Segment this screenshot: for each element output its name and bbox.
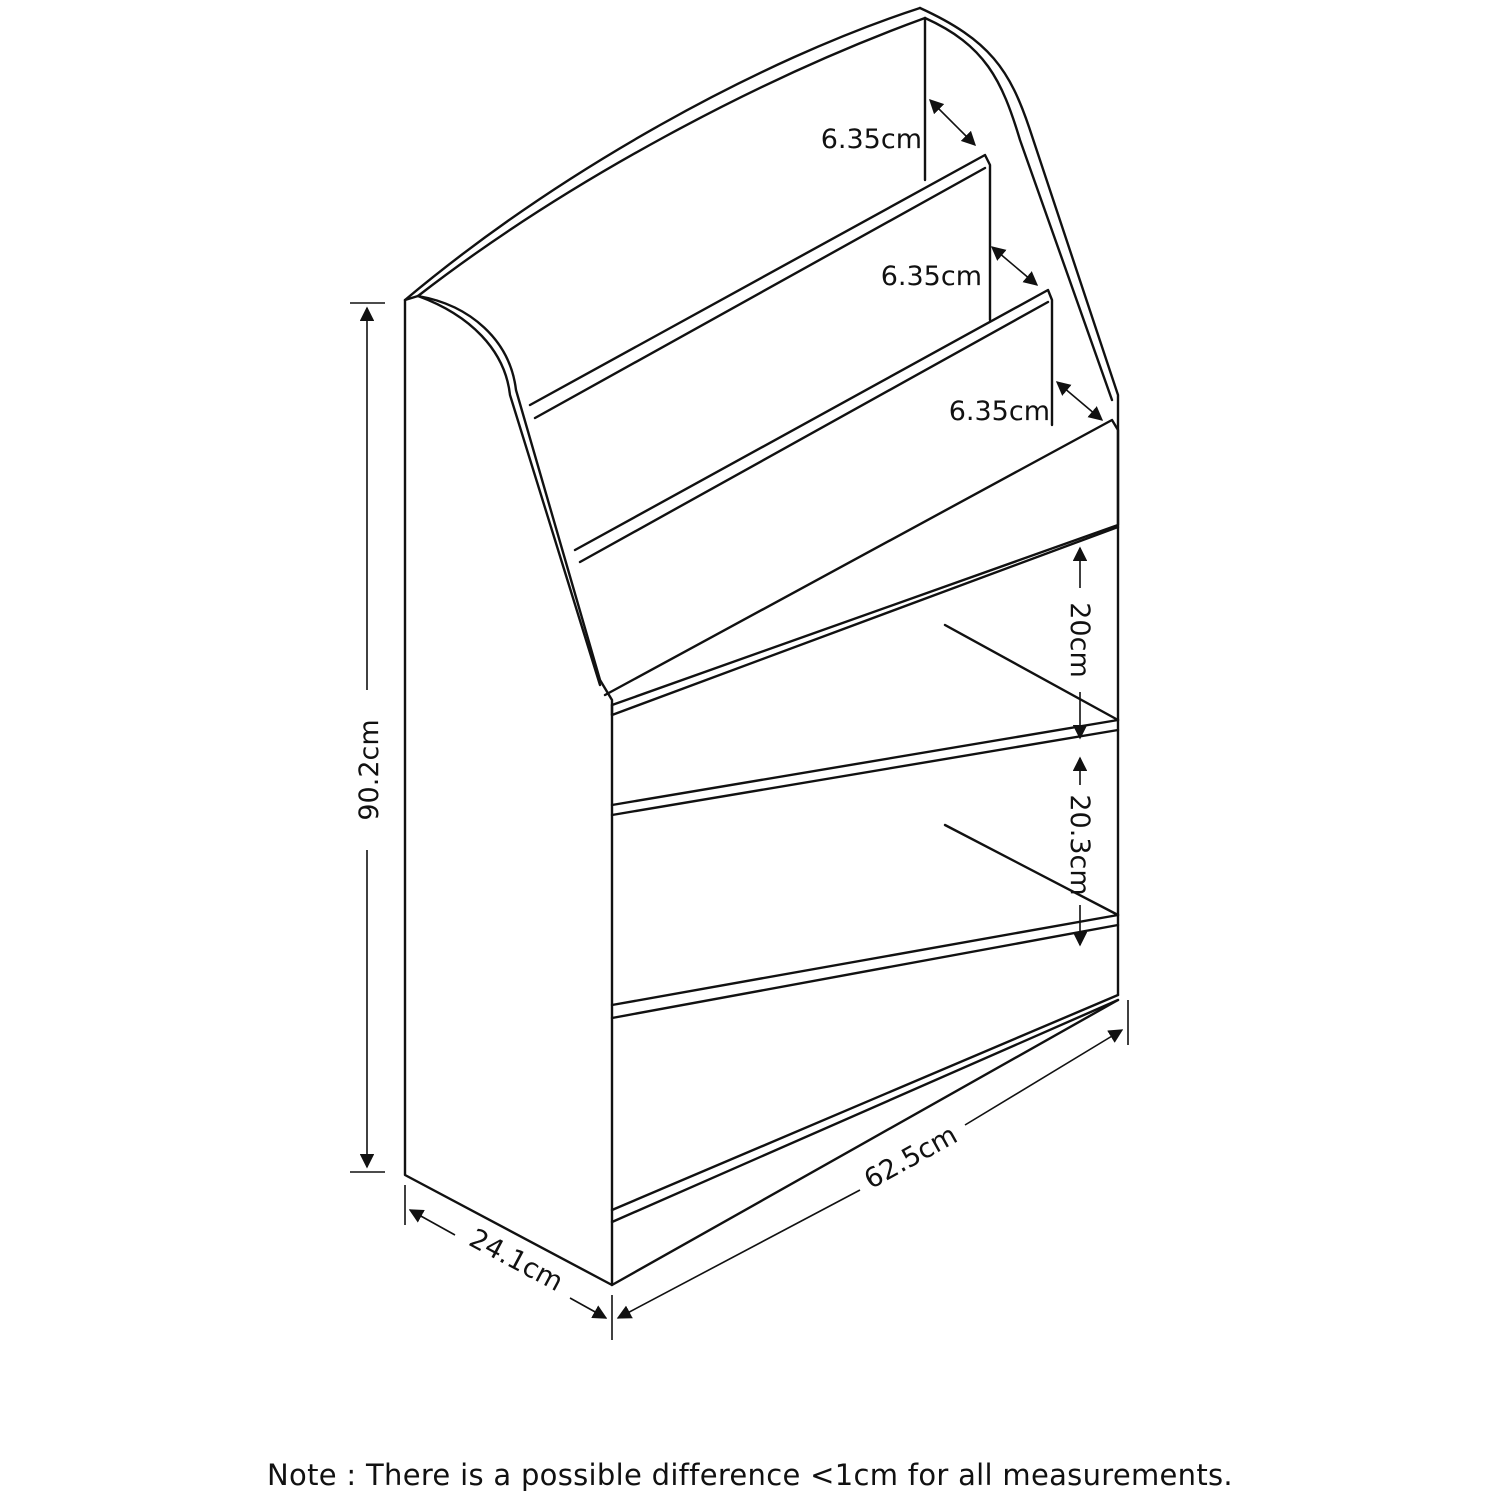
- gap-lower-label: 6.35cm: [948, 396, 1050, 427]
- gap-lower-dimension: [949, 382, 1102, 427]
- gap-middle-dimension: [881, 247, 1037, 292]
- shelf-gap-upper-dimension: [1064, 548, 1095, 738]
- width-label: 62.5cm: [859, 1119, 963, 1196]
- shelf-gap-upper-label: 20cm: [1064, 602, 1095, 678]
- depth-dimension: [405, 1185, 612, 1340]
- bookshelf-outline: [405, 8, 1118, 1285]
- shelf-gap-lower-dimension: [1064, 758, 1095, 945]
- height-dimension: [350, 303, 385, 1172]
- depth-label: 24.1cm: [464, 1223, 568, 1298]
- gap-middle-label: 6.35cm: [880, 261, 982, 292]
- measurement-note: Note : There is a possible difference <1cm for all measurements.: [267, 1458, 1233, 1492]
- width-dimension: [618, 1000, 1128, 1318]
- gap-top-dimension: [821, 100, 975, 155]
- shelf-gap-lower-label: 20.3cm: [1064, 794, 1095, 896]
- gap-top-label: 6.35cm: [820, 124, 922, 155]
- height-label: 90.2cm: [354, 719, 385, 821]
